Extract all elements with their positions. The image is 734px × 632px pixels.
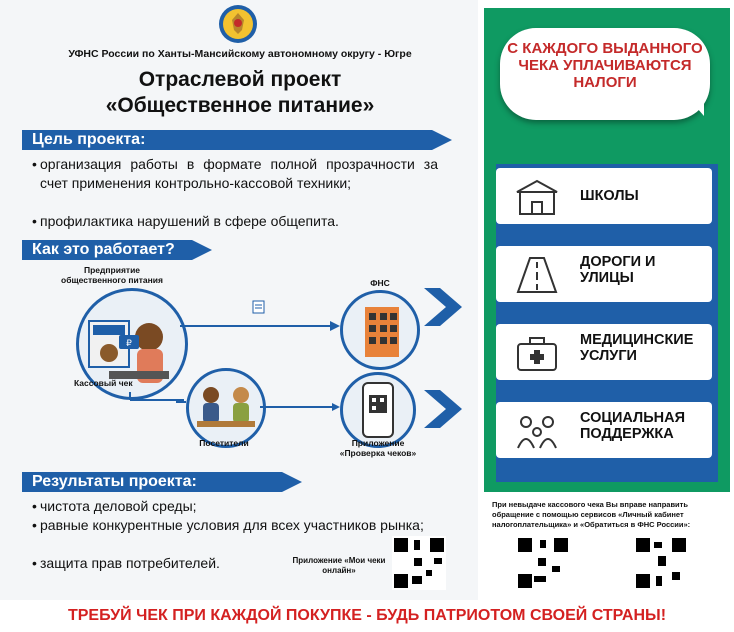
page-title: Отраслевой проект <box>138 68 342 91</box>
app-check-image <box>340 372 416 448</box>
visitors-image <box>186 368 266 448</box>
card-label: СОЦИАЛЬНАЯ ПОДДЕРЖКА <box>580 410 686 442</box>
page-subtitle: «Общественное питание» <box>105 94 375 117</box>
my-receipts-app-label: Приложение «Мои чеки онлайн» <box>292 556 386 575</box>
enterprise-label: Предприятие общественного питания <box>61 265 163 285</box>
bubble-tail <box>690 100 704 116</box>
fns-label: ФНС <box>370 278 390 288</box>
family-icon <box>512 412 562 450</box>
how-heading: Как это работает? <box>22 240 192 260</box>
fns-emblem-icon <box>218 4 258 44</box>
arrow-to-fns-icon <box>180 316 340 336</box>
card-medical <box>496 324 712 380</box>
results-item-1 <box>32 497 438 516</box>
slogan: ТРЕБУЙ ЧЕК ПРИ КАЖДОЙ ПОКУПКЕ - БУДЬ ПАТРИОТОМ СВОЕЙ СТРАНЫ! <box>0 600 734 632</box>
goal-item-1 <box>32 155 438 193</box>
results-item-text: равные конкурентные условия для всех участников рынка; <box>40 517 424 533</box>
speech-bubble <box>500 28 710 120</box>
org-name: УФНС России по Ханты-Мансийскому автономному округу - Югре <box>68 48 412 60</box>
school-icon <box>512 178 562 216</box>
arrow-to-visitors-icon <box>130 322 190 412</box>
svg-text:₽: ₽ <box>126 339 132 349</box>
bubble-text: С КАЖДОГО ВЫДАННОГО ЧЕКА УПЛАЧИВАЮТСЯ НАЛОГИ <box>507 40 703 91</box>
qr-code-icon[interactable] <box>634 536 688 590</box>
receipt-label: Кассовый чек <box>74 378 133 388</box>
bullet-dot: • <box>32 555 37 571</box>
card-label: ДОРОГИ И УЛИЦЫ <box>580 254 656 286</box>
card-roads <box>496 246 712 302</box>
fns-image <box>340 290 420 370</box>
people-at-table-icon <box>189 371 263 445</box>
chevron-right-icon <box>420 286 470 328</box>
results-item-2 <box>32 516 438 535</box>
goal-item-text: организация работы в формате полной прозрачности за счет применения контрольно-кассовой техники; <box>40 156 438 191</box>
card-social <box>496 402 712 458</box>
building-icon <box>343 293 417 367</box>
bullet-dot: • <box>32 213 37 229</box>
goal-item-text: профилактика нарушений в сфере общепита. <box>40 213 339 229</box>
bullet-dot: • <box>32 517 37 533</box>
bullet-dot: • <box>32 156 37 172</box>
bullet-dot: • <box>32 498 37 514</box>
results-heading: Результаты проекта: <box>22 472 282 492</box>
results-item-text: защита прав потребителей. <box>40 555 220 571</box>
arrow-to-app-icon <box>260 402 340 412</box>
chevron-right-icon <box>420 388 470 430</box>
tax-panel <box>484 8 730 492</box>
qr-code-icon[interactable] <box>392 536 446 590</box>
card-label: ШКОЛЫ <box>580 188 639 204</box>
medical-kit-icon <box>512 334 562 372</box>
complaint-note: При невыдаче кассового чека Вы вправе направить обращение с помощью сервисов «Личный кабинет налогоплательщика» и «Обратиться в ФНС России»: <box>492 500 691 529</box>
how-diagram <box>30 262 470 462</box>
app-check-label: Приложение «Проверка чеков» <box>339 438 417 458</box>
card-schools <box>496 168 712 224</box>
card-label: МЕДИЦИНСКИЕ УСЛУГИ <box>580 332 694 364</box>
phone-qr-icon <box>343 375 413 445</box>
road-icon <box>512 256 562 294</box>
results-item-text: чистота деловой среды; <box>40 498 197 514</box>
document-icon <box>252 300 268 314</box>
qr-code-icon[interactable] <box>516 536 570 590</box>
results-item-3 <box>32 554 280 573</box>
goal-item-2 <box>32 212 438 231</box>
goal-heading: Цель проекта: <box>22 130 432 150</box>
visitors-label: Посетители <box>199 438 249 448</box>
